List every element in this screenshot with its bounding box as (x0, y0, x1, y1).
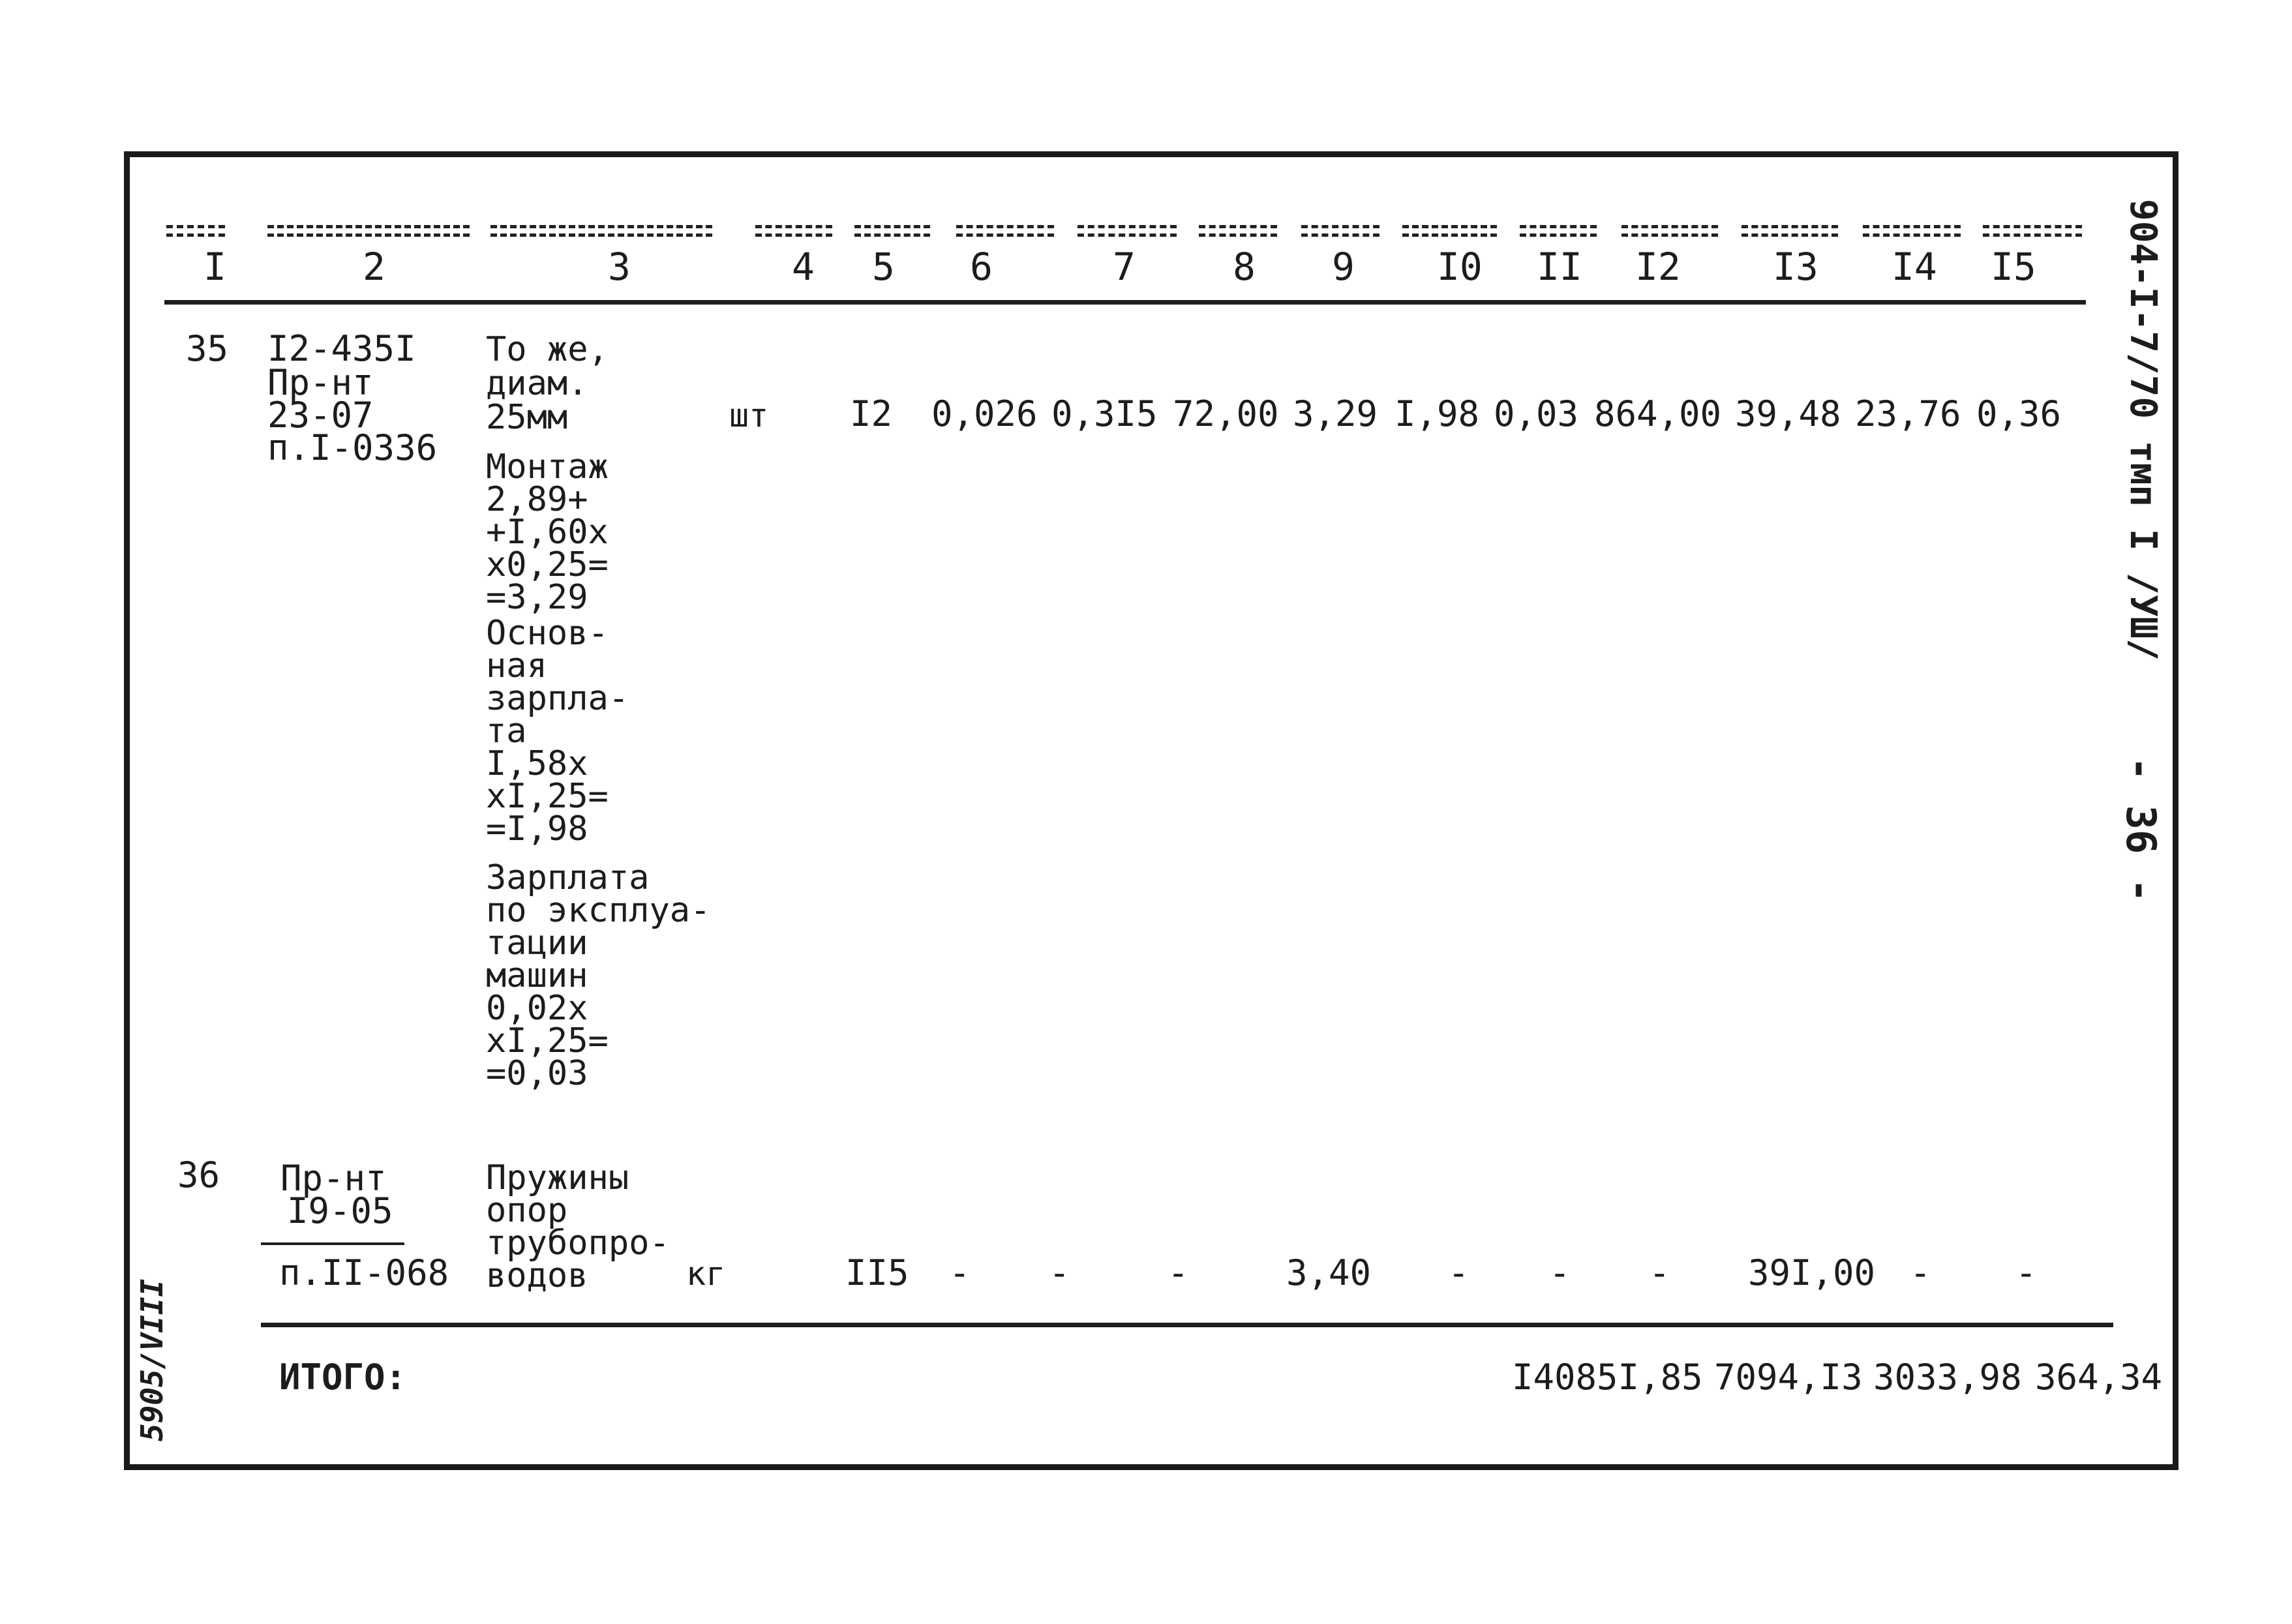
col-header-14: I4 (1892, 245, 1937, 289)
row-36-desc-4: водов (486, 1256, 588, 1295)
col-header-4: 4 (792, 245, 815, 289)
row-35-ekspl-4: машин (486, 956, 588, 995)
total-value-2: 7094,I3 (1714, 1357, 1863, 1398)
header-dashes-9 (1301, 225, 1380, 237)
col-header-8: 8 (1233, 245, 1256, 289)
row-36-c7: - (1049, 1252, 1070, 1293)
row-35-osnov-4: та (486, 712, 527, 751)
row-35-montazh-3: +I,60x (486, 513, 609, 552)
row-35-code-3: 23-07 (267, 395, 374, 436)
header-dashes-2 (267, 225, 470, 237)
page-number-mark (2117, 757, 2197, 926)
corner-archive-code (134, 1272, 196, 1441)
row-35-c7: 0,3I5 (1051, 393, 1158, 434)
row-35-ekspl-7: =0,03 (486, 1054, 588, 1093)
row-35-osnov-1: Основ- (486, 614, 609, 653)
row-36-c15: - (2015, 1252, 2037, 1293)
row-35-qty: I2 (850, 393, 893, 434)
total-value-1: I4085I,85 (1512, 1357, 1703, 1398)
header-dashes-4 (755, 225, 832, 237)
row-35-montazh-2: 2,89+ (486, 480, 588, 519)
row-35-c6: 0,026 (931, 393, 1038, 434)
col-header-7: 7 (1113, 245, 1136, 289)
col-header-12: I2 (1635, 245, 1681, 289)
row-35-c8: 72,00 (1173, 393, 1279, 434)
row-35-montazh-5: =3,29 (486, 578, 588, 617)
corner-archive-code-text: 5905/VIII (134, 1278, 170, 1441)
row-35-c13: 39,48 (1735, 393, 1841, 434)
row-35-code-4: п.I-0336 (267, 427, 438, 468)
row-36-c10: - (1448, 1252, 1470, 1293)
row-36-c9: 3,40 (1286, 1252, 1372, 1293)
row-36-desc-3: трубопро- (486, 1224, 670, 1263)
col-header-1: I (204, 245, 226, 289)
row-35-c14: 23,76 (1855, 393, 1961, 434)
row-35-ekspl-5: 0,02x (486, 989, 588, 1028)
col-header-3: 3 (608, 245, 631, 289)
row-36-c8: - (1168, 1252, 1189, 1293)
header-dashes-11 (1520, 225, 1597, 237)
row-36-code-divider (261, 1242, 404, 1245)
header-dashes-10 (1402, 225, 1497, 237)
row-35-unit: шт (729, 397, 769, 434)
row-36-c11: - (1549, 1252, 1571, 1293)
row-36-c13: 39I,00 (1748, 1252, 1876, 1293)
row-36-code-2: I9-05 (287, 1190, 393, 1231)
row-35-desc-1: То же, (486, 330, 609, 369)
header-dashes-7 (1078, 225, 1177, 237)
col-header-5: 5 (872, 245, 895, 289)
row-35-c11: 0,03 (1494, 393, 1579, 434)
row-35-code-2: Пр-нт (267, 362, 374, 403)
row-35-desc-2: диам. (486, 364, 588, 403)
total-value-4: 364,34 (2035, 1357, 2163, 1398)
row-35-ekspl-6: xI,25= (486, 1021, 609, 1060)
row-35-c15: 0,36 (1976, 393, 2062, 434)
total-label: ИТОГО: (279, 1357, 407, 1398)
row-36-code-1: Пр-нт (280, 1158, 387, 1199)
col-header-15: I5 (1991, 245, 2036, 289)
row-35-desc-3: 25мм (486, 398, 568, 437)
col-header-11: II (1537, 245, 1582, 289)
row-36-number: 36 (177, 1154, 220, 1195)
col-header-13: I3 (1773, 245, 1818, 289)
row-35-code-1: I2-435I (267, 328, 416, 369)
total-rule (261, 1323, 2113, 1327)
row-35-montazh-1: Монтаж (486, 447, 609, 487)
row-35-c9: 3,29 (1293, 393, 1378, 434)
row-35-osnov-2: ная (486, 646, 547, 685)
row-35-osnov-5: I,58x (486, 744, 588, 783)
row-36-code-bottom: п.II-068 (279, 1252, 449, 1293)
row-36-unit: кг (686, 1255, 726, 1293)
row-35-c12: 864,00 (1594, 393, 1722, 434)
side-document-code-text: 904-I-7/70 тмп I /УШ/ (2122, 199, 2164, 661)
header-dashes-14 (1863, 225, 1961, 237)
total-value-3: 3033,98 (1873, 1357, 2022, 1398)
header-dashes-15 (1983, 225, 2082, 237)
row-36-qty: II5 (845, 1252, 909, 1293)
header-dashes-12 (1621, 225, 1718, 237)
row-36-desc-2: опор (486, 1191, 568, 1230)
col-header-6: 6 (970, 245, 993, 289)
col-header-9: 9 (1332, 245, 1355, 289)
header-dashes-6 (956, 225, 1054, 237)
row-35-ekspl-2: по эксплуа- (486, 891, 711, 930)
header-dashes-13 (1742, 225, 1838, 237)
row-35-montazh-4: x0,25= (486, 545, 609, 584)
row-35-osnov-7: =I,98 (486, 809, 588, 849)
header-dashes-8 (1199, 225, 1277, 237)
row-35-ekspl-3: тации (486, 924, 588, 963)
header-dashes-1 (166, 225, 225, 237)
col-header-2: 2 (363, 245, 385, 289)
page-number-text: - 36 - (2117, 757, 2165, 903)
header-dashes-3 (490, 225, 712, 237)
header-dashes-5 (854, 225, 930, 237)
row-35-c10: I,98 (1395, 393, 1480, 434)
col-header-10: I0 (1437, 245, 1483, 289)
header-rule (164, 300, 2086, 305)
row-35-osnov-3: зарпла- (486, 679, 629, 718)
row-36-c14: - (1910, 1252, 1931, 1293)
row-35-osnov-6: xI,25= (486, 777, 609, 816)
row-35-number: 35 (186, 328, 229, 369)
row-36-desc-1: Пружины (486, 1158, 629, 1197)
row-35-ekspl-1: Зарплата (486, 858, 650, 897)
row-36-c6: - (949, 1252, 971, 1293)
row-36-c12: - (1649, 1252, 1670, 1293)
